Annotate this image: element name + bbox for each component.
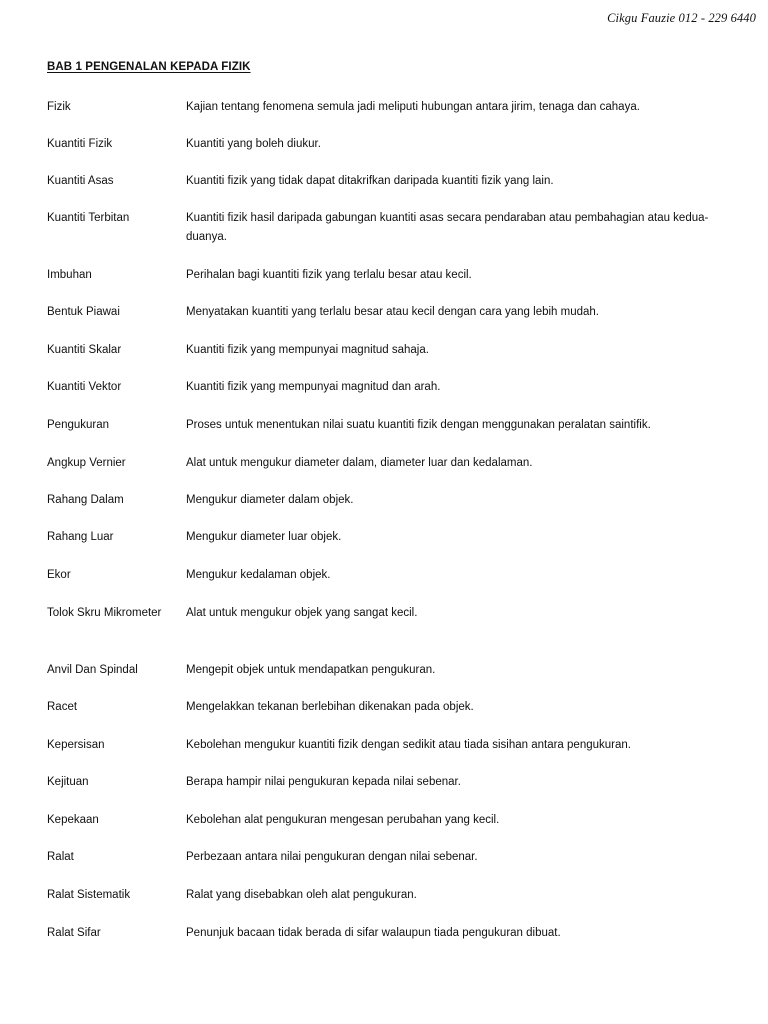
glossary-term: Ralat Sifar [47,927,101,939]
glossary-definition: Mengukur diameter luar objek. [186,531,342,543]
glossary-term: Anvil Dan Spindal [47,664,138,676]
glossary-term: Ralat [47,851,74,863]
glossary-term: Kejituan [47,776,89,788]
glossary-definition: Kuantiti fizik yang tidak dapat ditakrifkan daripada kuantiti fizik yang lain. [186,175,554,187]
glossary-term: Kuantiti Fizik [47,138,113,150]
author-contact-note: Cikgu Fauzie 012 - 229 6440 [607,11,756,25]
glossary-term: Kepekaan [47,814,99,826]
glossary-term: Ekor [47,569,71,581]
glossary-definition: Kuantiti fizik yang mempunyai magnitud dan arah. [186,381,441,393]
glossary-term: Pengukuran [47,419,110,431]
glossary-term: Bentuk Piawai [47,306,120,318]
glossary-definition: Ralat yang disebabkan oleh alat pengukuran. [186,889,417,901]
glossary-term: Ralat Sistematik [47,889,131,901]
glossary-term: Rahang Luar [47,531,114,543]
glossary-term: Rahang Dalam [47,494,124,506]
glossary-definition: Kuantiti fizik yang mempunyai magnitud sahaja. [186,344,429,356]
glossary-term: Angkup Vernier [47,457,126,469]
glossary-definition: Mengukur diameter dalam objek. [186,494,354,506]
glossary-definition: Kuantiti yang boleh diukur. [186,138,321,150]
glossary-term: Kuantiti Vektor [47,381,122,393]
glossary-definition: Kajian tentang fenomena semula jadi meliputi hubungan antara jirim, tenaga dan cahaya. [186,101,640,113]
glossary-definition: Mengukur kedalaman objek. [186,569,331,581]
glossary-definition: Mengepit objek untuk mendapatkan pengukuran. [186,664,436,676]
glossary-definition: Kuantiti fizik hasil daripada gabungan kuantiti asas secara pendaraban atau pembahagian atau kedua-duanya. [186,212,709,243]
glossary-definition: Berapa hampir nilai pengukuran kepada nilai sebenar. [186,776,461,788]
chapter-title: BAB 1 PENGENALAN KEPADA FIZIK [47,61,251,73]
glossary-definition: Perbezaan antara nilai pengukuran dengan nilai sebenar. [186,851,478,863]
glossary-definition: Perihalan bagi kuantiti fizik yang terlalu besar atau kecil. [186,269,472,281]
glossary-term: Kuantiti Terbitan [47,212,130,224]
glossary-definition: Proses untuk menentukan nilai suatu kuantiti fizik dengan menggunakan peralatan saintifik. [186,419,651,431]
glossary-term: Kuantiti Skalar [47,344,122,356]
glossary-term: Racet [47,701,78,713]
glossary-term: Kuantiti Asas [47,175,114,187]
glossary-term: Imbuhan [47,269,92,281]
glossary-term: Fizik [47,101,71,113]
glossary-definition: Alat untuk mengukur diameter dalam, diameter luar dan kedalaman. [186,457,533,469]
glossary-definition: Alat untuk mengukur objek yang sangat kecil. [186,607,418,619]
glossary-definition: Penunjuk bacaan tidak berada di sifar walaupun tiada pengukuran dibuat. [186,927,561,939]
glossary-term: Kepersisan [47,739,105,751]
glossary-definition: Kebolehan alat pengukuran mengesan perubahan yang kecil. [186,814,500,826]
glossary-term: Tolok Skru Mikrometer [47,607,162,619]
glossary-definition: Menyatakan kuantiti yang terlalu besar atau kecil dengan cara yang lebih mudah. [186,306,599,318]
glossary-definition: Kebolehan mengukur kuantiti fizik dengan sedikit atau tiada sisihan antara pengukuran. [186,739,631,751]
glossary-definition: Mengelakkan tekanan berlebihan dikenakan pada objek. [186,701,474,713]
